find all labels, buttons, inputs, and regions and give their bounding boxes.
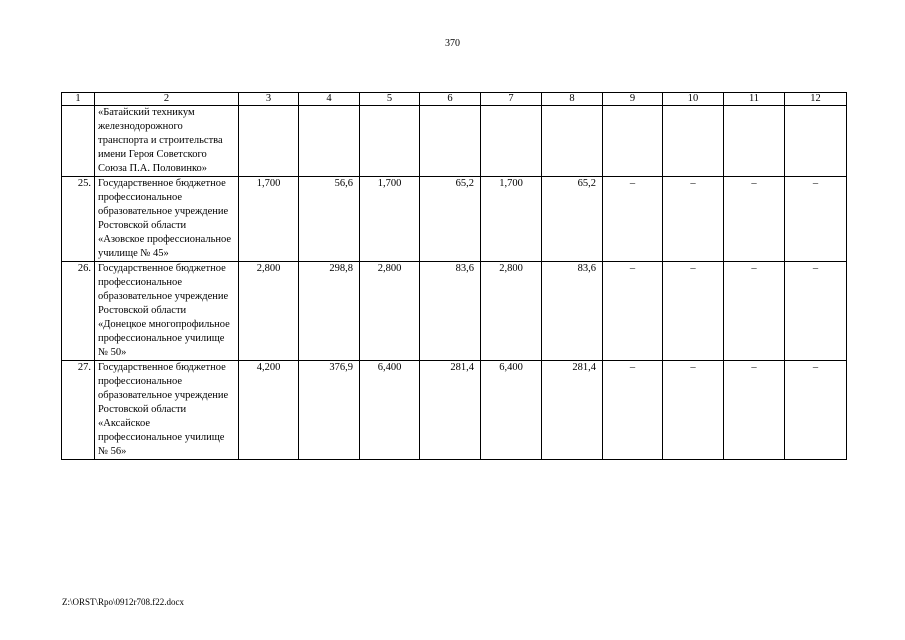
cell-value: 2,800 [239, 262, 299, 361]
cell-value: 281,4 [420, 361, 481, 460]
header-cell: 10 [663, 93, 724, 106]
cell-value: 83,6 [542, 262, 603, 361]
header-cell: 7 [481, 93, 542, 106]
cell-value: 1,700 [239, 177, 299, 262]
header-cell: 5 [360, 93, 420, 106]
cell-value: – [603, 177, 663, 262]
cell-value: 2,800 [360, 262, 420, 361]
cell-value: – [603, 361, 663, 460]
table-row [62, 262, 847, 361]
cell-value: 1,700 [481, 177, 542, 262]
row-number: 27. [62, 361, 95, 460]
cell-value [299, 106, 360, 177]
header-cell: 11 [724, 93, 785, 106]
cell-value: – [785, 177, 847, 262]
cell-value: – [785, 361, 847, 460]
cell-value [420, 106, 481, 177]
data-table [61, 92, 847, 460]
institution-name: Государственное бюджетное профессиональное образовательное учреждение Ростовской области «Донецкое многопрофильное профессиональное училище № 50» [95, 262, 239, 361]
cell-value: 65,2 [542, 177, 603, 262]
cell-value [481, 106, 542, 177]
cell-value: 1,700 [360, 177, 420, 262]
cell-value [542, 106, 603, 177]
header-cell: 8 [542, 93, 603, 106]
cell-value: – [724, 177, 785, 262]
cell-value [239, 106, 299, 177]
row-number [62, 106, 95, 177]
header-cell: 9 [603, 93, 663, 106]
table-row [62, 177, 847, 262]
cell-value: 298,8 [299, 262, 360, 361]
cell-value [360, 106, 420, 177]
cell-value: 56,6 [299, 177, 360, 262]
page-number: 370 [445, 38, 460, 49]
cell-value [785, 106, 847, 177]
institution-name: Государственное бюджетное профессиональное образовательное учреждение Ростовской области «Аксайское профессиональное училище № 56» [95, 361, 239, 460]
header-cell: 6 [420, 93, 481, 106]
cell-value: 376,9 [299, 361, 360, 460]
row-number: 25. [62, 177, 95, 262]
cell-value: 65,2 [420, 177, 481, 262]
cell-value: 6,400 [360, 361, 420, 460]
table-row [62, 106, 847, 177]
header-cell: 1 [62, 93, 95, 106]
institution-name: «Батайский техникум железнодорожного транспорта и строительства имени Героя Советского Союза П.А. Половинко» [95, 106, 239, 177]
header-cell: 4 [299, 93, 360, 106]
header-cell: 3 [239, 93, 299, 106]
header-cell: 2 [95, 93, 239, 106]
cell-value: – [663, 177, 724, 262]
cell-value: 281,4 [542, 361, 603, 460]
cell-value: – [663, 361, 724, 460]
cell-value: – [663, 262, 724, 361]
cell-value: 6,400 [481, 361, 542, 460]
header-cell: 12 [785, 93, 847, 106]
footer-file-path: Z:\ORST\Rpo\0912r708.f22.docx [62, 597, 184, 607]
cell-value: 2,800 [481, 262, 542, 361]
table-header-row [62, 93, 847, 106]
cell-value: – [724, 361, 785, 460]
cell-value [724, 106, 785, 177]
row-number: 26. [62, 262, 95, 361]
cell-value: – [603, 262, 663, 361]
cell-value [603, 106, 663, 177]
cell-value: – [785, 262, 847, 361]
cell-value: 83,6 [420, 262, 481, 361]
cell-value [663, 106, 724, 177]
table-row [62, 361, 847, 460]
cell-value: – [724, 262, 785, 361]
institution-name: Государственное бюджетное профессиональное образовательное учреждение Ростовской области «Азовское профессиональное училище № 45» [95, 177, 239, 262]
cell-value: 4,200 [239, 361, 299, 460]
